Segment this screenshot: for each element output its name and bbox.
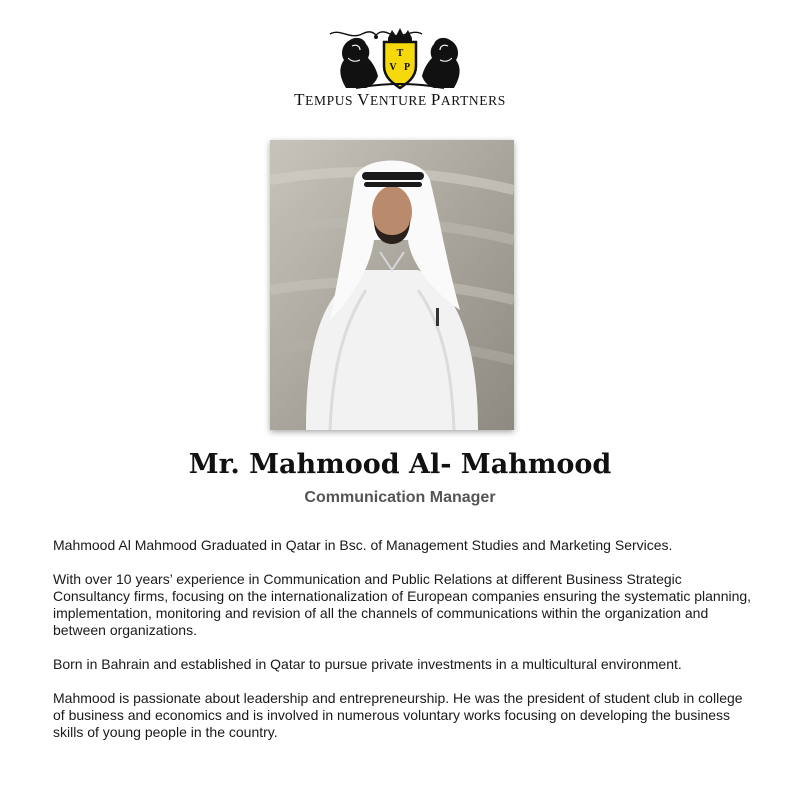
ornament-swirl-icon bbox=[326, 28, 426, 42]
company-name: TEMPUS VENTURE PARTNERS bbox=[294, 90, 506, 109]
bio-paragraph: Born in Bahrain and established in Qatar to pursue private investments in a multicultural environment. bbox=[53, 656, 682, 672]
person-role: Communication Manager bbox=[304, 489, 496, 506]
bio-paragraph: Mahmood is passionate about leadership and entrepreneurship. He was the president of student club in college of business and economics and is involved in numerous voluntary works focusing on developing the business skills of young people in the country. bbox=[53, 690, 743, 740]
biography bbox=[53, 537, 753, 758]
bio-paragraph: With over 10 years’ experience in Communication and Public Relations at different Business Strategic Consultancy firms, focusing on the internationalization of European companies ensuring the systematic planning, implementation, monitoring and revision of all the channels of communications within the organization and between organizations. bbox=[53, 571, 752, 638]
monogram-letter: P bbox=[403, 62, 411, 73]
company-logo bbox=[286, 28, 514, 124]
portrait-photo bbox=[270, 140, 514, 430]
monogram-letter: V bbox=[389, 62, 397, 73]
bio-paragraph: Mahmood Al Mahmood Graduated in Qatar in Bsc. of Management Studies and Marketing Services. bbox=[53, 537, 673, 553]
monogram-letter: T bbox=[396, 48, 404, 59]
person-name: Mr. Mahmood Al- Mahmood bbox=[188, 449, 612, 480]
